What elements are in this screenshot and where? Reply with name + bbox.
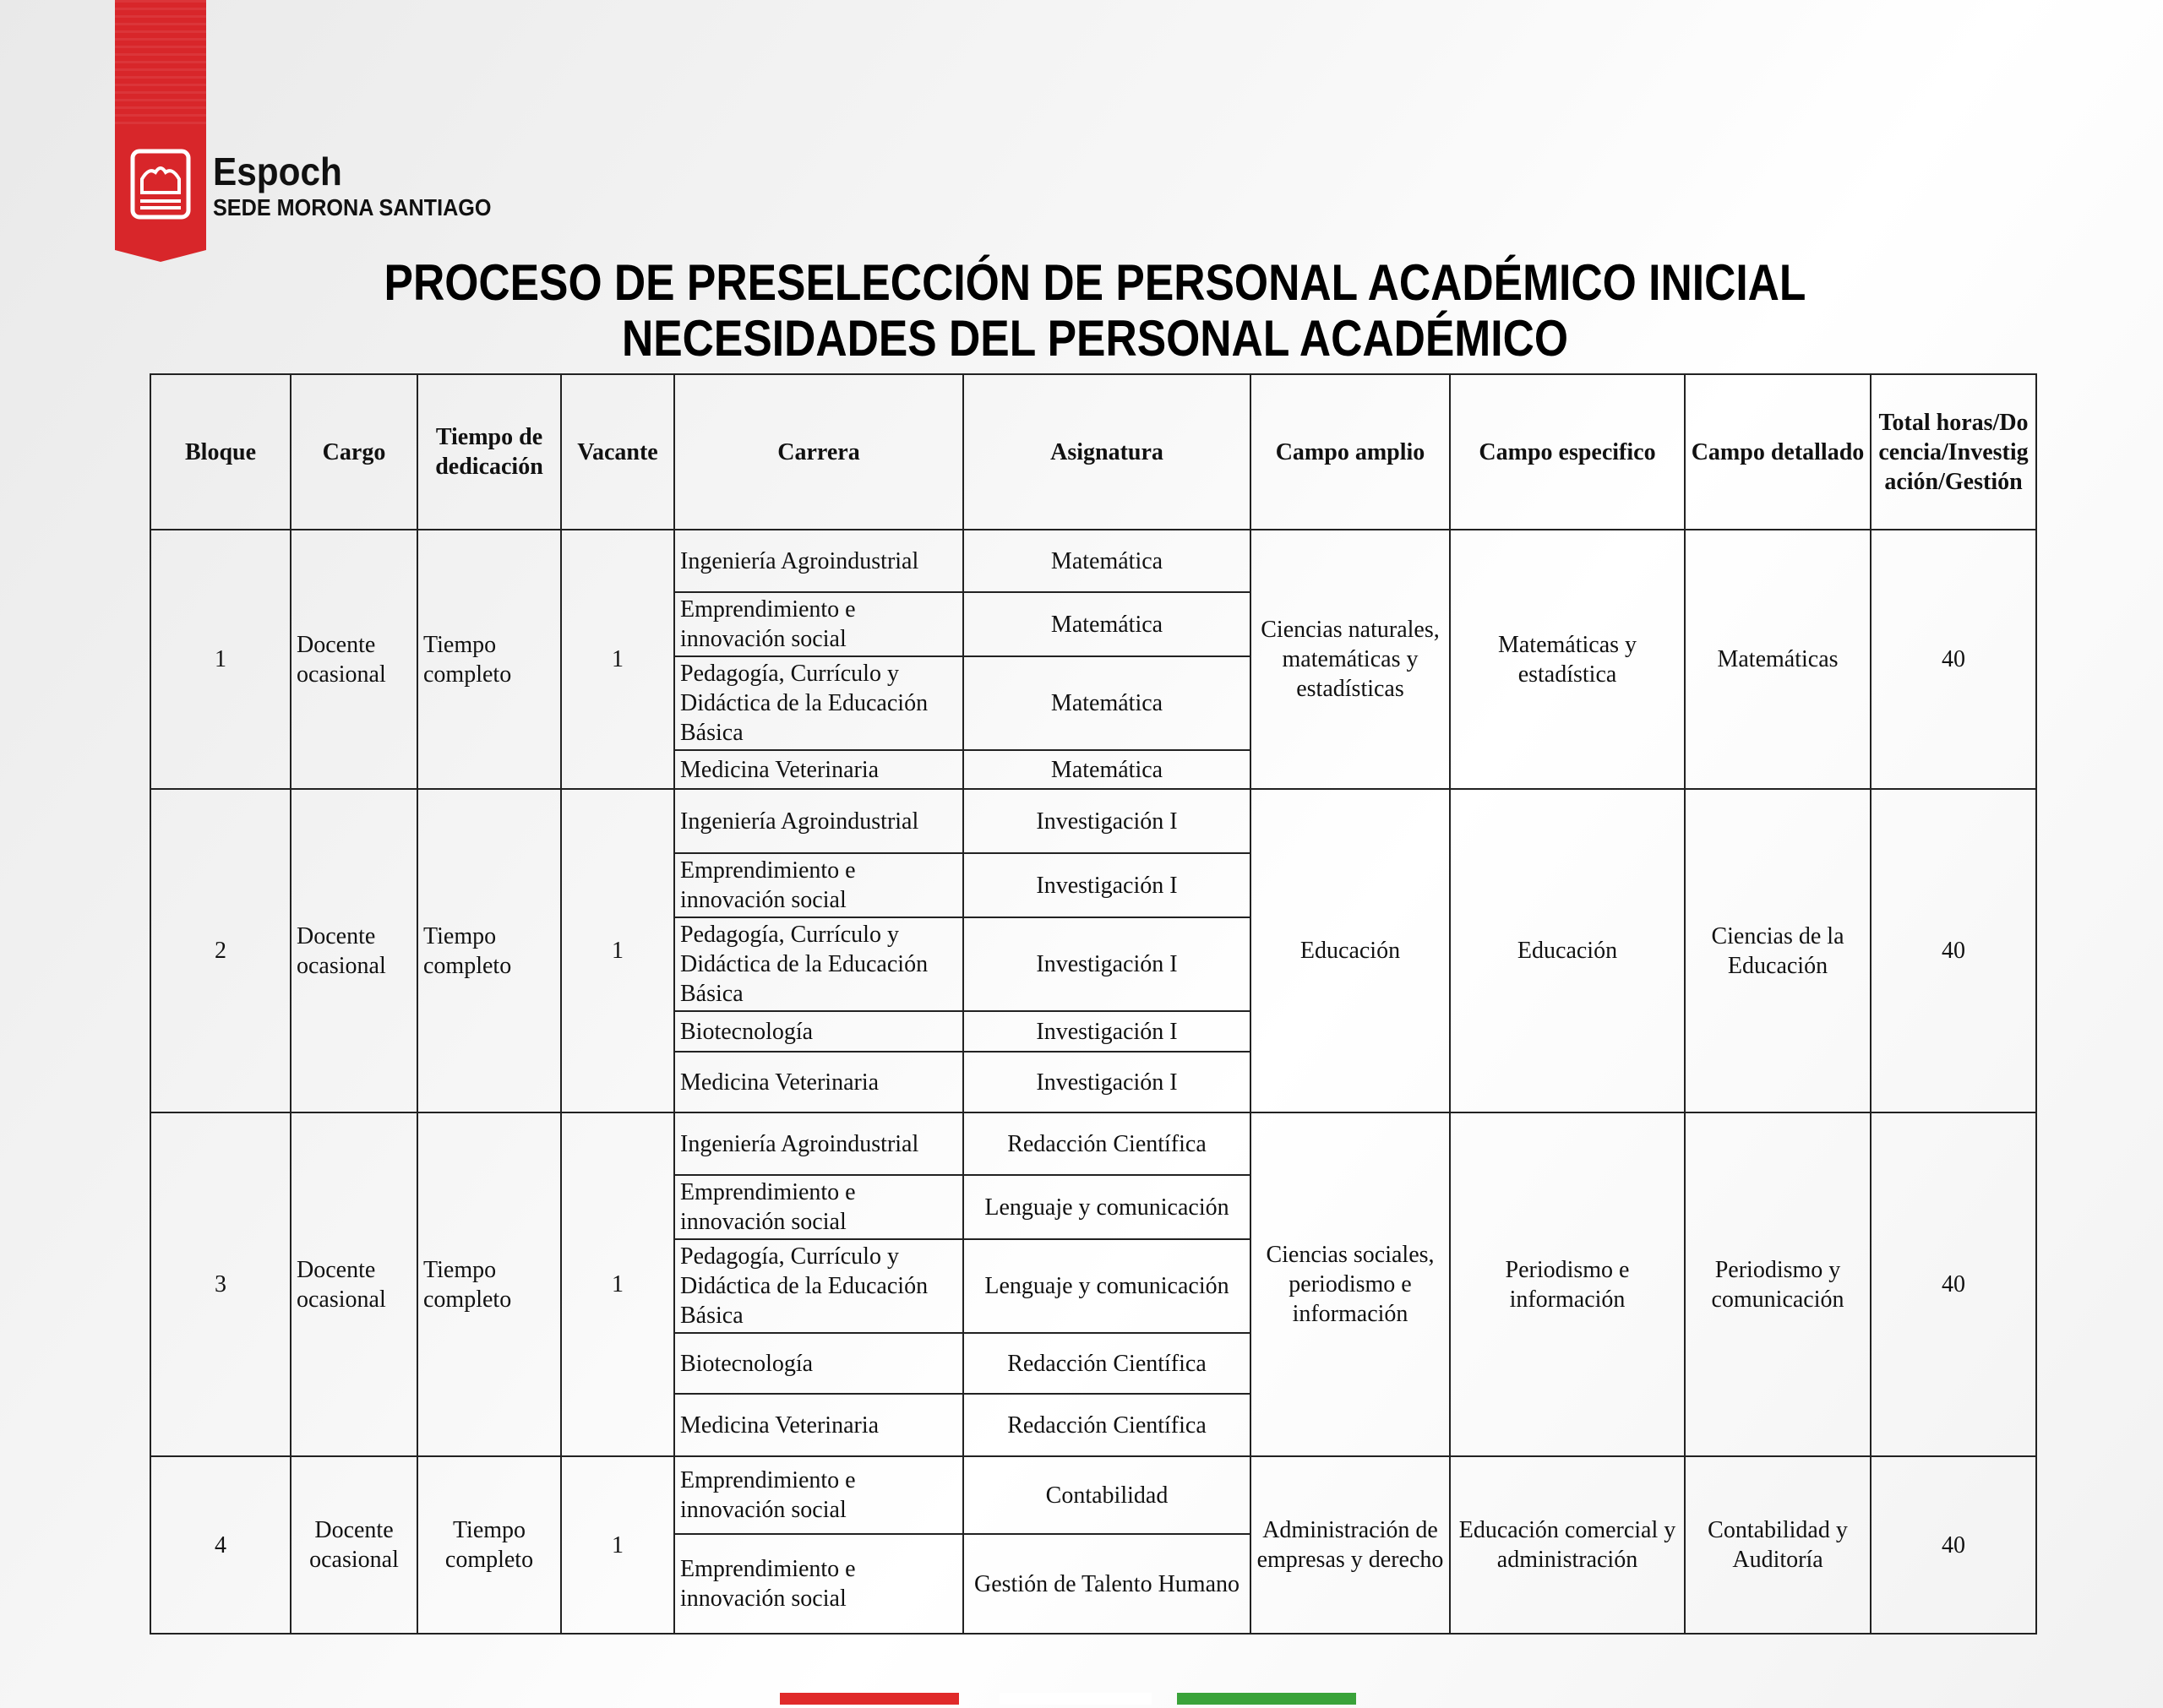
header-campo-especifico: Campo especifico	[1450, 374, 1685, 530]
cell-carrera: Emprendimiento e innovación social	[674, 592, 963, 656]
cell-total-horas: 40	[1871, 1456, 2036, 1634]
cell-bloque: 3	[150, 1112, 291, 1456]
cell-carrera: Medicina Veterinaria	[674, 1052, 963, 1112]
cell-vacante: 1	[561, 1112, 674, 1456]
table-row	[150, 1112, 2036, 1175]
cell-tiempo: Tiempo completo	[417, 530, 561, 789]
table-row	[150, 530, 2036, 592]
cell-asignatura: Matemática	[963, 592, 1250, 656]
cell-cargo: Docente ocasional	[291, 789, 417, 1112]
header-asignatura: Asignatura	[963, 374, 1250, 530]
cell-campo-amplio: Ciencias sociales, periodismo e información	[1250, 1112, 1450, 1456]
cell-campo-detallado: Periodismo y comunicación	[1685, 1112, 1871, 1456]
cell-asignatura: Investigación I	[963, 1011, 1250, 1052]
header-cargo: Cargo	[291, 374, 417, 530]
cell-carrera: Medicina Veterinaria	[674, 1394, 963, 1456]
table-header-row	[150, 374, 2036, 530]
cell-carrera: Pedagogía, Currículo y Didáctica de la Educación Básica	[674, 917, 963, 1011]
cell-asignatura: Matemática	[963, 530, 1250, 592]
cell-carrera: Emprendimiento e innovación social	[674, 1175, 963, 1239]
cell-cargo: Docente ocasional	[291, 530, 417, 789]
cell-asignatura: Investigación I	[963, 917, 1250, 1011]
cell-tiempo: Tiempo completo	[417, 1112, 561, 1456]
cell-tiempo: Tiempo completo	[417, 1456, 561, 1634]
cell-bloque: 1	[150, 530, 291, 789]
cell-vacante: 1	[561, 530, 674, 789]
needs-table	[150, 373, 2037, 1635]
cell-campo-detallado: Contabilidad y Auditoría	[1685, 1456, 1871, 1634]
cell-bloque: 2	[150, 789, 291, 1112]
cell-asignatura: Investigación I	[963, 789, 1250, 853]
cell-carrera: Emprendimiento e innovación social	[674, 1456, 963, 1534]
cell-total-horas: 40	[1871, 530, 2036, 789]
cell-campo-detallado: Matemáticas	[1685, 530, 1871, 789]
cell-campo-especifico: Educación comercial y administración	[1450, 1456, 1685, 1634]
cell-total-horas: 40	[1871, 1112, 2036, 1456]
cell-carrera: Ingeniería Agroindustrial	[674, 1112, 963, 1175]
cell-tiempo: Tiempo completo	[417, 789, 561, 1112]
cell-carrera: Emprendimiento e innovación social	[674, 853, 963, 917]
cell-asignatura: Investigación I	[963, 1052, 1250, 1112]
cell-campo-especifico: Educación	[1450, 789, 1685, 1112]
cell-asignatura: Redacción Científica	[963, 1394, 1250, 1456]
cell-asignatura: Matemática	[963, 656, 1250, 750]
cell-cargo: Docente ocasional	[291, 1112, 417, 1456]
cell-carrera: Emprendimiento e innovación social	[674, 1534, 963, 1634]
cell-campo-especifico: Periodismo e información	[1450, 1112, 1685, 1456]
page-subtitle: NECESIDADES DEL PERSONAL ACADÉMICO	[621, 310, 1569, 367]
cell-carrera: Biotecnología	[674, 1333, 963, 1394]
header-campo-detallado: Campo detallado	[1685, 374, 1871, 530]
cell-asignatura: Redacción Científica	[963, 1112, 1250, 1175]
table-row	[150, 1456, 2036, 1534]
cell-asignatura: Lenguaje y comunicación	[963, 1239, 1250, 1333]
table-row	[150, 789, 2036, 853]
footer-bar-white	[1000, 1693, 1152, 1705]
cell-asignatura: Matemática	[963, 750, 1250, 789]
footer-bar-green	[1177, 1693, 1356, 1705]
cell-carrera: Ingeniería Agroindustrial	[674, 789, 963, 853]
header-bloque: Bloque	[150, 374, 291, 530]
header-total-horas: Total horas/Docencia/Investigación/Gestión	[1871, 374, 2036, 530]
header-tiempo: Tiempo de dedicación	[417, 374, 561, 530]
cell-asignatura: Redacción Científica	[963, 1333, 1250, 1394]
cell-vacante: 1	[561, 789, 674, 1112]
cell-campo-amplio: Administración de empresas y derecho	[1250, 1456, 1450, 1634]
header-vacante: Vacante	[561, 374, 674, 530]
cell-asignatura: Lenguaje y comunicación	[963, 1175, 1250, 1239]
header-carrera: Carrera	[674, 374, 963, 530]
header-campo-amplio: Campo amplio	[1250, 374, 1450, 530]
brand-name: Espoch	[213, 150, 342, 193]
page-title: PROCESO DE PRESELECCIÓN DE PERSONAL ACADÉMICO INICIAL	[384, 254, 1806, 311]
brand-subtitle: SEDE MORONA SANTIAGO	[213, 194, 492, 220]
logo-stripes	[115, 0, 206, 127]
cell-cargo: Docente ocasional	[291, 1456, 417, 1634]
cell-carrera: Medicina Veterinaria	[674, 750, 963, 789]
cell-carrera: Biotecnología	[674, 1011, 963, 1052]
cell-bloque: 4	[150, 1456, 291, 1634]
espoch-emblem-icon	[130, 149, 191, 220]
cell-asignatura: Contabilidad	[963, 1456, 1250, 1534]
cell-campo-amplio: Ciencias naturales, matemáticas y estadísticas	[1250, 530, 1450, 789]
cell-total-horas: 40	[1871, 789, 2036, 1112]
cell-carrera: Pedagogía, Currículo y Didáctica de la Educación Básica	[674, 656, 963, 750]
cell-campo-detallado: Ciencias de la Educación	[1685, 789, 1871, 1112]
cell-carrera: Pedagogía, Currículo y Didáctica de la Educación Básica	[674, 1239, 963, 1333]
cell-campo-especifico: Matemáticas y estadística	[1450, 530, 1685, 789]
cell-asignatura: Investigación I	[963, 853, 1250, 917]
cell-carrera: Ingeniería Agroindustrial	[674, 530, 963, 592]
footer-bar-red	[780, 1693, 959, 1705]
cell-asignatura: Gestión de Talento Humano	[963, 1534, 1250, 1634]
cell-vacante: 1	[561, 1456, 674, 1634]
logo-banner	[115, 0, 206, 250]
cell-campo-amplio: Educación	[1250, 789, 1450, 1112]
